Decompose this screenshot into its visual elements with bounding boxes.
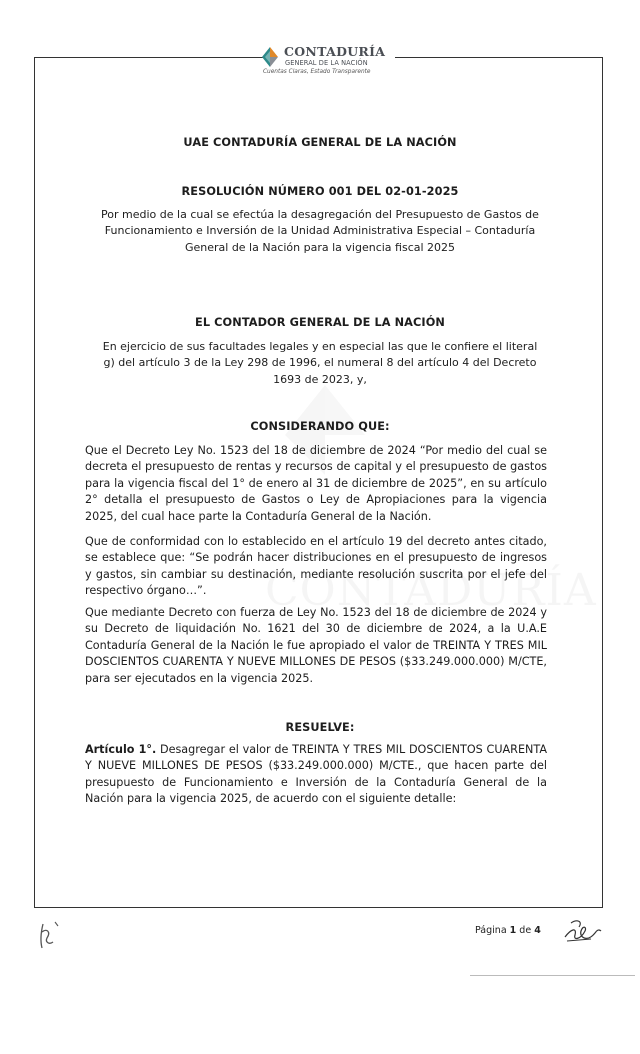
subject-line: General de la Nación para la vigencia fiscal 2025: [184, 240, 456, 254]
authority-line: 1693 de 2023, y,: [273, 372, 367, 386]
logo: [258, 44, 398, 78]
scan-line: [470, 975, 635, 976]
logo-mark-icon: [258, 46, 282, 68]
authority-line: En ejercicio de sus facultades legales y en especial las que le confiere el literal: [102, 340, 538, 353]
subject-line: Funcionamiento e Inversión de la Unidad Administrativa Especial – Contaduría: [104, 224, 536, 238]
considering-title: CONSIDERANDO QUE:: [250, 420, 390, 433]
authority-paragraph: [60, 339, 580, 388]
resolves-title: RESUELVE:: [285, 721, 355, 734]
page-prefix: Página: [475, 925, 510, 936]
logo-name: CONTADURÍA: [284, 44, 386, 59]
subject-paragraph: [60, 207, 580, 256]
frame-left: [34, 57, 35, 907]
entity-title: UAE CONTADURÍA GENERAL DE LA NACIÓN: [183, 136, 457, 149]
considering-paragraph-2: Que de conformidad con lo establecido en el artículo 19 del decreto antes citado, se establece que: “Se podrán hacer distribuciones en el presupuesto de ingresos y gastos, sin cambiar su destinación, mediante resolución suscrita por el jefe del respectivo órgano…”.: [85, 535, 547, 598]
subject-line: Por medio de la cual se efectúa la desagregación del Presupuesto de Gastos de: [101, 208, 539, 221]
article-1-paragraph: [85, 742, 547, 808]
considering-paragraph-3: Que mediante Decreto con fuerza de Ley No. 1523 del 18 de diciembre de 2024 y su Decreto de liquidación No. 1621 del 30 de diciembre de 2024, a la U.A.E Contaduría General de la Nación le fue apropiado el valor de TREINTA Y TRES MIL DOSCIENTOS CUARENTA Y NUEVE MILLONES DE PESOS ($33.249.000.000) M/CTE, para ser ejecutados en la vigencia 2025.: [85, 606, 547, 685]
article-label: Artículo 1°.: [85, 743, 157, 756]
page-current: 1: [509, 925, 517, 936]
signature-icon: [561, 913, 603, 947]
article-lead: Desagregar el valor de TREINTA Y TRES MIL DOSCIENTOS CUARENTA Y NUEVE MILLONES DE PESOS ($33.249.000.000) M/CTE.,: [85, 743, 547, 773]
frame-top-right: [395, 57, 603, 58]
page-of: de: [516, 925, 535, 936]
frame-top-left: [34, 57, 264, 58]
logo-subtitle: GENERAL DE LA NACIÓN: [285, 59, 368, 67]
resolution-title: RESOLUCIÓN NÚMERO 001 DEL 02-01-2025: [181, 185, 459, 198]
frame-right: [602, 57, 603, 907]
considering-paragraph-1: Que el Decreto Ley No. 1523 del 18 de diciembre de 2024 “Por medio del cual se decreta el presupuesto de rentas y recursos de capital y el presupuesto de gastos para la vigencia fiscal del 1° de enero al 31 de diciembre de 2025”, en su artículo 2° detalla el presupuesto de Gastos o Ley de Apropiaciones para la vigencia 2025, del cual hace parte la Contaduría General de la Nación.: [85, 444, 547, 523]
page-total: 4: [534, 925, 541, 936]
authority-title: EL CONTADOR GENERAL DE LA NACIÓN: [195, 316, 445, 329]
authority-line: g) del artículo 3 de la Ley 298 de 1996, el numeral 8 del artículo 4 del Decreto: [103, 356, 537, 370]
article-rest: que hacen parte del presupuesto de Funcionamiento e Inversión de la Contaduría General de la Nación para la vigencia 2025, de acuerdo con el siguiente detalle:: [85, 759, 547, 806]
frame-bottom: [34, 907, 603, 908]
initial-mark-icon: [35, 918, 65, 952]
logo-tagline: Cuentas Claras, Estado Transparente: [263, 69, 371, 75]
page-number: [475, 925, 541, 936]
